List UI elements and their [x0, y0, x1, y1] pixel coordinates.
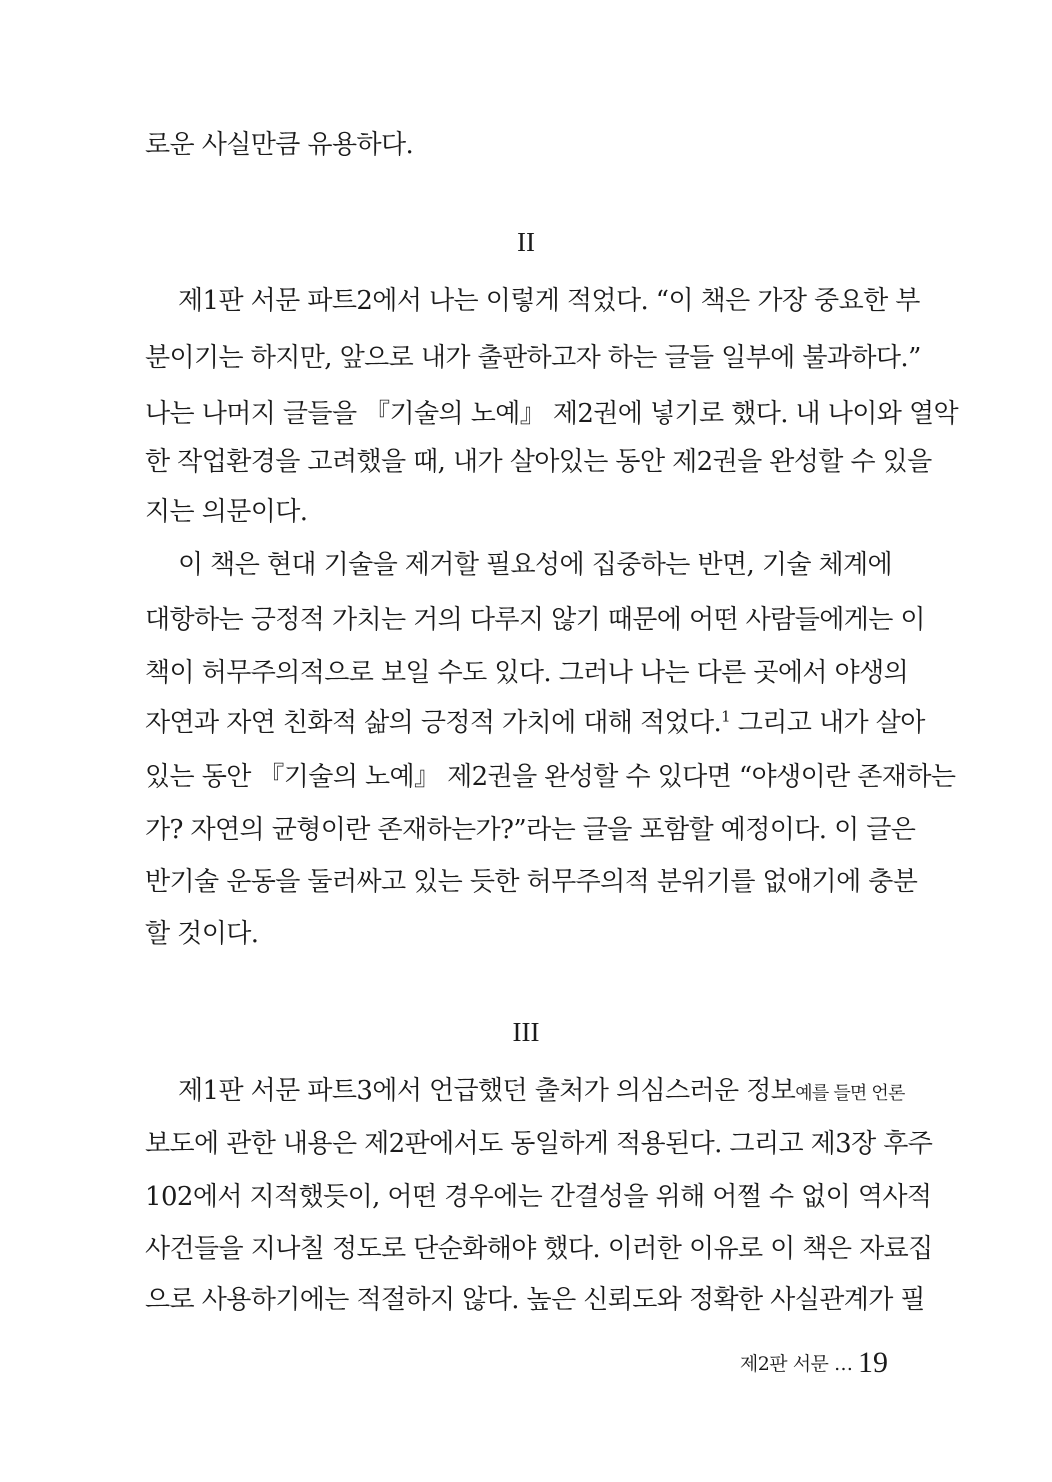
paragraph-line: 반기술 운동을 둘러싸고 있는 듯한 허무주의적 분위기를 없애기에 충분: [145, 867, 918, 897]
paragraph-line: 102에서 지적했듯이, 어떤 경우에는 간결성을 위해 어쩔 수 없이 역사적: [145, 1182, 932, 1212]
line-text: 그리고 내가 살아: [730, 708, 925, 738]
paragraph-line: 할 것이다.: [145, 919, 259, 949]
paragraph-line: 있는 동안 『기술의 노예』 제2권을 완성할 수 있다면 “야생이란 존재하는: [145, 762, 956, 792]
running-title: 제2판 서문: [739, 1353, 829, 1375]
paragraph-line: 나는 나머지 글들을 『기술의 노예』 제2권에 넣기로 했다. 내 나이와 열악: [145, 399, 958, 429]
paragraph-line: 가? 자연의 균형이란 존재하는가?”라는 글을 포함할 예정이다. 이 글은: [145, 815, 916, 845]
section-heading-iii: III: [512, 1017, 540, 1047]
paragraph-line: 책이 허무주의적으로 보일 수도 있다. 그러나 나는 다른 곳에서 야생의: [145, 658, 909, 688]
paragraph-line: 분이기는 하지만, 앞으로 내가 출판하고자 하는 글들 일부에 불과하다.”: [145, 343, 921, 373]
paragraph-line: 으로 사용하기에는 적절하지 않다. 높은 신뢰도와 정확한 사실관계가 필: [145, 1285, 925, 1315]
paragraph-line: 한 작업환경을 고려했을 때, 내가 살아있는 동안 제2권을 완성할 수 있을: [145, 447, 932, 477]
small-text: 예를 들면 언론: [795, 1083, 905, 1104]
section-heading-ii: II: [517, 227, 535, 257]
line-text: 제1판 서문 파트3에서 언급했던 출처가 의심스러운 정보: [178, 1076, 796, 1106]
footnote-marker: 1: [721, 707, 731, 726]
paragraph-line: [145, 703, 925, 743]
paragraph-line: 대항하는 긍정적 가치는 거의 다루지 않기 때문에 어떤 사람들에게는 이: [145, 605, 925, 635]
page-number: 19: [858, 1346, 888, 1379]
paragraph-line: [178, 1071, 905, 1111]
paragraph-line: 사건들을 지나칠 정도로 단순화해야 했다. 이러한 이유로 이 책은 자료집: [145, 1234, 933, 1264]
footer-separator: …: [833, 1353, 853, 1375]
paragraph-line: 제1판 서문 파트2에서 나는 이렇게 적었다. “이 책은 가장 중요한 부: [178, 286, 920, 316]
paragraph-line: 지는 의문이다.: [145, 497, 308, 527]
paragraph-line: 보도에 관한 내용은 제2판에서도 동일하게 적용된다. 그리고 제3장 후주: [145, 1129, 933, 1159]
page-footer: [740, 1343, 888, 1384]
line-text: 자연과 자연 친화적 삶의 긍정적 가치에 대해 적었다.: [145, 708, 722, 738]
paragraph-line: 로운 사실만큼 유용하다.: [145, 130, 414, 160]
paragraph-line: 이 책은 현대 기술을 제거할 필요성에 집중하는 반면, 기술 체계에: [178, 550, 893, 580]
